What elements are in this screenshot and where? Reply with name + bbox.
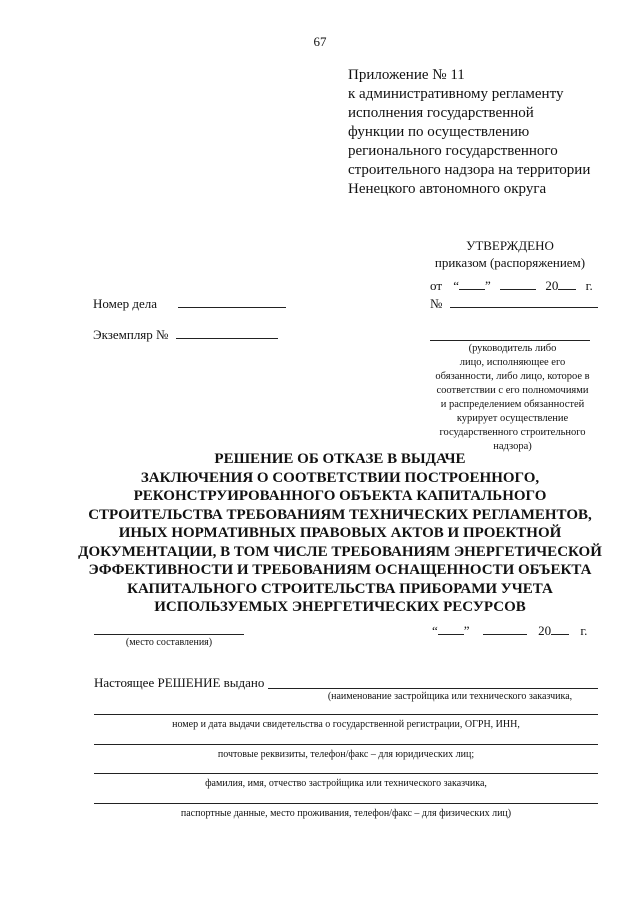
approved-title: УТВЕРЖДЕНО <box>466 238 554 253</box>
order-number-field[interactable] <box>450 307 598 308</box>
approved-subtitle: приказом (распоряжением) <box>434 255 586 270</box>
quote-close: ” <box>485 278 491 293</box>
heading-line: ИНЫХ НОРМАТИВНЫХ ПРАВОВЫХ АКТОВ И ПРОЕКТНОЙ <box>118 525 562 541</box>
year-field[interactable] <box>551 634 569 635</box>
appendix-line: Приложение № 11 <box>348 67 465 83</box>
issued-caption: почтовые реквизиты, телефон/факс – для юридических лиц; <box>217 749 475 760</box>
number-label: № <box>430 296 443 311</box>
year-field[interactable] <box>558 289 576 290</box>
quote-open: “ <box>453 278 460 293</box>
month-field[interactable] <box>483 634 527 635</box>
issued-caption: фамилия, имя, отчество застройщика или технического заказчика, <box>205 778 487 789</box>
issued-caption: паспортные данные, место проживания, телефон/факс – для физических лиц) <box>180 808 512 819</box>
appendix-line: к административному регламенту <box>348 86 564 102</box>
issued-caption: (наименование застройщика или технического заказчика, <box>327 691 573 702</box>
issued-label: Настоящее РЕШЕНИЕ выдано <box>94 675 265 690</box>
document-heading <box>40 450 640 617</box>
case-number-label: Номер дела <box>93 296 158 311</box>
approved-number-line <box>430 296 598 312</box>
heading-line: ЭФФЕКТИВНОСТИ И ТРЕБОВАНИЯМ ОСНАЩЕННОСТИ ОБЪЕКТА <box>88 562 592 578</box>
signer-note-line: и распределением обязанностей <box>440 399 585 410</box>
heading-line: СТРОИТЕЛЬСТВА ТРЕБОВАНИЯМ ТЕХНИЧЕСКИХ РЕГЛАМЕНТОВ, <box>88 506 592 523</box>
heading-line: ЗАКЛЮЧЕНИЯ О СООТВЕТСТВИИ ПОСТРОЕННОГО, <box>140 469 540 486</box>
signer-note-line: лицо, исполняющее его <box>459 357 566 368</box>
day-field[interactable] <box>459 289 485 290</box>
place-field[interactable] <box>94 634 244 635</box>
signer-note <box>415 342 610 454</box>
year-suffix: г. <box>580 623 588 638</box>
issued-caption: номер и дата выдачи свидетельства о государственной регистрации, ОГРН, ИНН, <box>172 719 520 730</box>
heading-line: ДОКУМЕНТАЦИИ, В ТОМ ЧИСЛЕ ТРЕБОВАНИЯМ ЭНЕРГЕТИЧЕСКОЙ <box>78 543 602 560</box>
appendix-line: строительного надзора на территории <box>348 162 591 178</box>
heading-line: ИСПОЛЬЗУЕМЫХ ЭНЕРГЕТИЧЕСКИХ РЕСУРСОВ <box>154 599 526 615</box>
issued-field-line[interactable] <box>94 803 598 804</box>
approved-block <box>410 237 610 271</box>
signer-note-line: соответствии с его полномочиями <box>436 385 589 396</box>
issued-field-line[interactable] <box>268 688 598 689</box>
year-prefix: 20 <box>545 278 559 293</box>
year-suffix: г. <box>585 278 593 293</box>
heading-line: РЕКОНСТРУИРОВАННОГО ОБЪЕКТА КАПИТАЛЬНОГО <box>133 488 547 504</box>
case-number-line <box>93 296 286 312</box>
signer-note-line: надзора) <box>493 441 532 452</box>
issued-field-line[interactable] <box>94 773 598 774</box>
signer-line[interactable] <box>430 340 590 341</box>
quote-close: ” <box>463 623 470 638</box>
place-date-line <box>432 623 587 639</box>
case-number-field[interactable] <box>178 307 286 308</box>
signer-note-line: (руководитель либо <box>468 343 557 354</box>
month-field[interactable] <box>500 289 536 290</box>
copy-label: Экземпляр № <box>93 327 169 342</box>
issued-field-line[interactable] <box>94 714 598 715</box>
heading-line: РЕШЕНИЕ ОБ ОТКАЗЕ В ВЫДАЧЕ <box>214 451 466 467</box>
quote-open: “ <box>432 623 438 638</box>
copy-number-line <box>93 327 278 343</box>
signer-note-line: государственного строительного <box>439 427 586 438</box>
place-caption: (место составления) <box>125 637 213 648</box>
appendix-line: регионального государственного <box>348 143 558 159</box>
appendix-line: Ненецкого автономного округа <box>348 181 547 197</box>
from-label: от <box>430 278 443 293</box>
signer-note-line: обязанности, либо лицо, которое в <box>435 371 590 382</box>
heading-line: КАПИТАЛЬНОГО СТРОИТЕЛЬСТВА ПРИБОРАМИ УЧЕТА <box>127 580 553 597</box>
page-number: 67 <box>313 34 327 49</box>
signer-note-line: курирует осуществление <box>456 413 569 424</box>
appendix-block <box>348 66 618 199</box>
day-field[interactable] <box>438 634 464 635</box>
copy-number-field[interactable] <box>176 338 278 339</box>
issued-field-line[interactable] <box>94 744 598 745</box>
year-prefix: 20 <box>538 623 552 638</box>
approved-date-line <box>430 278 593 294</box>
appendix-line: исполнения государственной <box>348 105 534 121</box>
appendix-line: функции по осуществлению <box>348 124 530 140</box>
